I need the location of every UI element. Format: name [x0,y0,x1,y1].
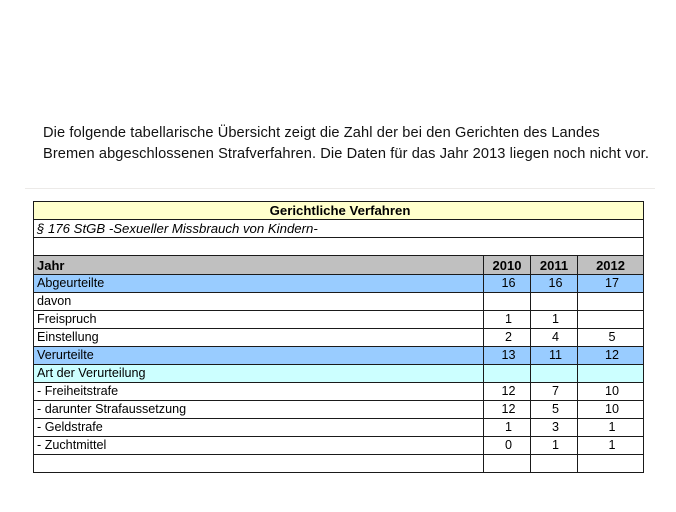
table-row [34,293,644,311]
cell-2011: 1 [531,437,578,455]
row-label: - darunter Strafaussetzung [34,401,484,419]
column-header-jahr: Jahr [34,256,484,275]
cell-2010: 1 [484,419,531,437]
table-row [34,329,644,347]
cell-2011: 4 [531,329,578,347]
cell-2011 [531,455,578,473]
table-body [34,202,644,473]
cell-2011 [531,293,578,311]
cell-2010: 0 [484,437,531,455]
intro-paragraph: Die folgende tabellarische Übersicht zeigt die Zahl der bei den Gerichten des Landes Bremen abgeschlossenen Strafverfahren. Die Daten für das Jahr 2013 liegen noch nicht vor. [43,124,649,162]
cell-2011: 1 [531,311,578,329]
table-row [34,455,644,473]
cell-2010 [484,455,531,473]
cell-2010: 13 [484,347,531,365]
statistics-table [33,201,644,473]
table-row [34,437,644,455]
cell-2010: 16 [484,275,531,293]
cell-2010 [484,365,531,383]
cell-2012: 10 [578,401,644,419]
cell-2010: 12 [484,383,531,401]
cell-2012: 1 [578,437,644,455]
cell-2010: 2 [484,329,531,347]
row-label: davon [34,293,484,311]
table-row [34,275,644,293]
cell-2011 [531,365,578,383]
cell-2012: 12 [578,347,644,365]
table-spacer-row [34,238,644,256]
row-label: - Zuchtmittel [34,437,484,455]
row-label: Einstellung [34,329,484,347]
column-header-row [34,256,644,275]
cell-2012: 1 [578,419,644,437]
cell-2010: 1 [484,311,531,329]
statistics-table-container [33,201,643,473]
table-spacer [34,238,644,256]
column-header-2011: 2011 [531,256,578,275]
table-row [34,401,644,419]
cell-2011: 11 [531,347,578,365]
cell-2011: 3 [531,419,578,437]
cell-2012 [578,365,644,383]
cell-2012: 5 [578,329,644,347]
cell-2012: 10 [578,383,644,401]
column-header-2012: 2012 [578,256,644,275]
section-divider [25,188,655,189]
row-label: - Freiheitstrafe [34,383,484,401]
table-row [34,347,644,365]
cell-2010 [484,293,531,311]
cell-2011: 7 [531,383,578,401]
column-header-2010: 2010 [484,256,531,275]
cell-2012 [578,311,644,329]
table-row [34,383,644,401]
row-label [34,455,484,473]
cell-2011: 5 [531,401,578,419]
table-subtitle: § 176 StGB -Sexueller Missbrauch von Kindern- [34,220,644,238]
table-title-row [34,202,644,220]
cell-2012 [578,455,644,473]
row-label: Verurteilte [34,347,484,365]
cell-2012 [578,293,644,311]
table-subtitle-row [34,220,644,238]
row-label: Abgeurteilte [34,275,484,293]
table-row [34,419,644,437]
row-label: - Geldstrafe [34,419,484,437]
cell-2010: 12 [484,401,531,419]
table-row [34,311,644,329]
row-label: Art der Verurteilung [34,365,484,383]
cell-2011: 16 [531,275,578,293]
table-row [34,365,644,383]
row-label: Freispruch [34,311,484,329]
table-title: Gerichtliche Verfahren [34,202,644,220]
cell-2012: 17 [578,275,644,293]
